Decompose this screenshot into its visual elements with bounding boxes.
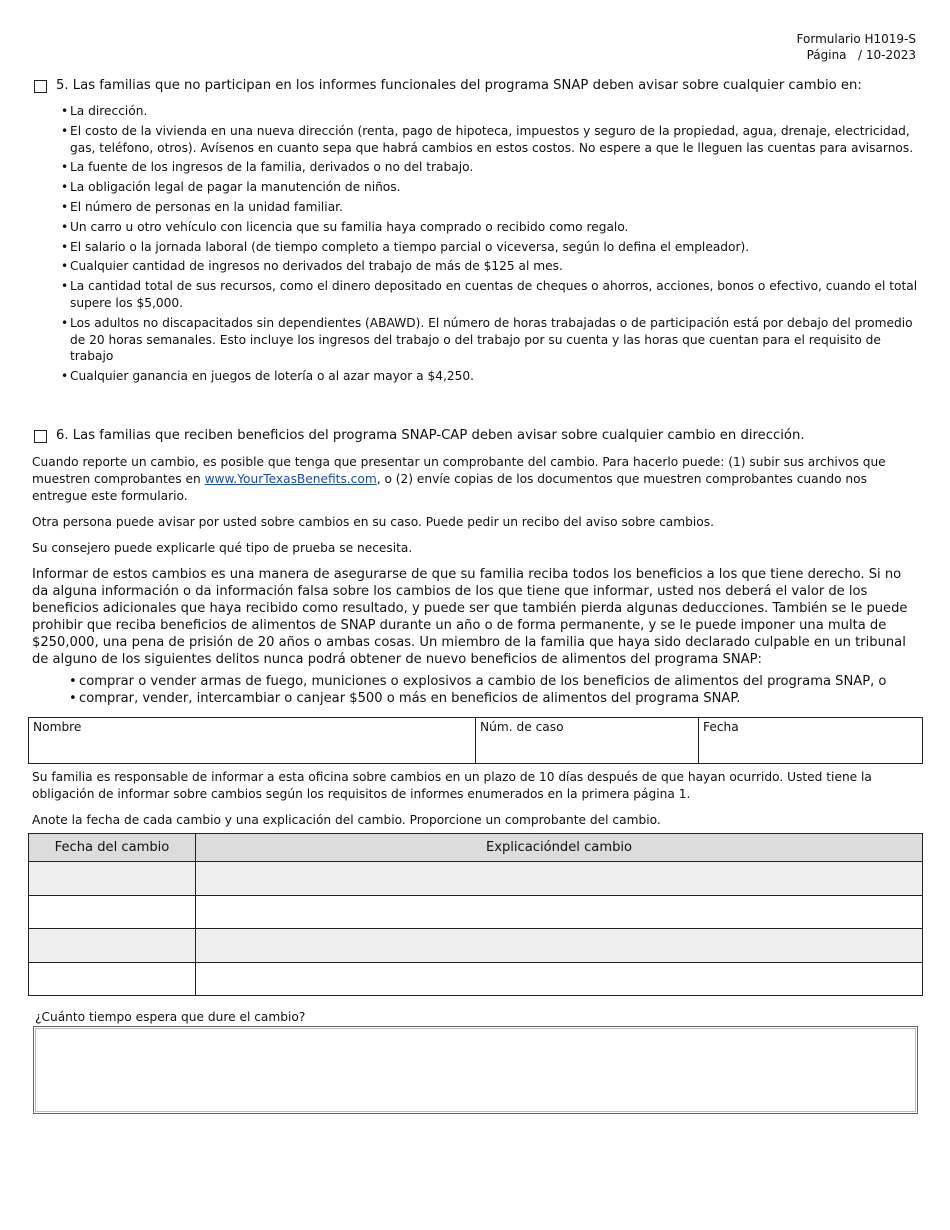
section-5-checkbox[interactable] xyxy=(34,80,47,93)
change-date-cell[interactable] xyxy=(29,962,196,996)
list-item: • Un carro u otro vehículo con licencia que su familia haya comprado o recibido como regalo. xyxy=(61,219,918,236)
change-explanation-cell[interactable] xyxy=(196,862,923,896)
your-texas-benefits-link[interactable]: www.YourTexasBenefits.com xyxy=(204,471,377,486)
paragraph-note: Anote la fecha de cada cambio y una explicación del cambio. Proporcione un comprobante del cambio. xyxy=(32,813,661,827)
column-header-date: Fecha del cambio xyxy=(29,834,196,862)
crimes-list xyxy=(69,673,916,707)
case-number-field[interactable] xyxy=(476,718,699,764)
list-item: • La cantidad total de sus recursos, como el dinero depositado en cuentas de cheques o ahorros, acciones, bonos o efectivo, cuando el total supere los $5,000. xyxy=(61,278,918,312)
section-6 xyxy=(34,427,918,445)
date-label: Fecha xyxy=(703,720,739,734)
proof-paragraph xyxy=(32,454,918,504)
paragraph-responsible: Su familia es responsable de informar a esta oficina sobre cambios en un plazo de 10 días después de que hayan ocurrido. Usted tiene la obligación de informar sobre cambios según los requisitos de informes enumerados en la primera página 1. xyxy=(32,770,872,801)
duration-label: ¿Cuánto tiempo espera que dure el cambio? xyxy=(35,1010,306,1024)
table-row xyxy=(29,895,923,929)
list-item: • El costo de la vivienda en una nueva dirección (renta, pago de hipoteca, impuestos y seguro de la propiedad, agua, drenaje, electricidad, gas, teléfono, otros). Avísenos en cuanto sepa que habrá cambios en estos costos. No espere a que le lleguen las cuentas para avisarnos. xyxy=(61,123,918,157)
list-item: • comprar, vender, intercambiar o canjear $500 o más en beneficios de alimentos del programa SNAP. xyxy=(69,690,916,707)
list-item: • La obligación legal de pagar la manutención de niños. xyxy=(61,179,918,196)
change-explanation-cell[interactable] xyxy=(196,929,923,963)
paragraph-warning: Informar de estos cambios es una manera de asegurarse de que su familia reciba todos los beneficios a los que tiene derecho. Si no da alguna información o da información falsa sobre los cambios de los que tiene que informar, usted nos deberá el valor de los beneficios adicionales que haya recibido como resultado, y puede ser que también pierda algunas deducciones. También se le puede prohibir que reciba beneficios de alimentos de SNAP durante un año o de forma permanente, y se le puede imponer una multa de $250,000, una pena de prisión de 20 años o ambas cosas. Un miembro de la familia que haya sido declarado culpable en un tribunal de alguno de los siguientes delitos nunca podrá obtener de nuevo beneficios de alimentos del programa SNAP: xyxy=(32,567,908,667)
list-item: • comprar o vender armas de fuego, municiones o explosivos a cambio de los beneficios de alimentos del programa SNAP, o xyxy=(69,673,916,690)
changes-table-header xyxy=(29,834,923,862)
list-item: • Cualquier cantidad de ingresos no derivados del trabajo de más de $125 al mes. xyxy=(61,258,918,275)
section-5 xyxy=(34,77,918,388)
table-row xyxy=(29,929,923,963)
proof-text-after: , o (2) envíe copias de los documentos que muestren comprobantes cuando nos entregue este formulario. xyxy=(32,471,867,503)
duration-textarea[interactable] xyxy=(33,1026,918,1114)
proof-text-before: Cuando reporte un cambio, es posible que tenga que presentar un comprobante del cambio. Para hacerlo puede: (1) subir sus archivos que muestren comprobantes en xyxy=(32,455,886,486)
column-header-explanation: Explicacióndel cambio xyxy=(196,834,923,862)
applicant-info-table xyxy=(28,717,923,764)
paragraph-advisor: Su consejero puede explicarle qué tipo de prueba se necesita. xyxy=(32,541,413,555)
list-item: • La dirección. xyxy=(61,103,918,120)
name-field[interactable] xyxy=(29,718,476,764)
section-5-list xyxy=(61,103,918,385)
table-row xyxy=(29,962,923,996)
change-explanation-cell[interactable] xyxy=(196,962,923,996)
section-6-header xyxy=(34,427,918,445)
section-5-title: 5. Las familias que no participan en los informes funcionales del programa SNAP deben avisar sobre cualquier cambio en: xyxy=(56,78,862,93)
page-date: / 10-2023 xyxy=(858,48,916,62)
date-field[interactable] xyxy=(699,718,923,764)
list-item: • Los adultos no discapacitados sin dependientes (ABAWD). El número de horas trabajadas o de participación está por debajo del promedio de 20 horas semanales. Esto incluye los ingresos del trabajo o del trabajo por su cuenta y las horas que cuentan para el requisito de trabajo xyxy=(61,315,918,365)
form-id: Formulario H1019-S xyxy=(796,32,916,46)
change-explanation-cell[interactable] xyxy=(196,895,923,929)
list-item: • Cualquier ganancia en juegos de lotería o al azar mayor a $4,250. xyxy=(61,368,918,385)
changes-table xyxy=(28,833,923,996)
list-item: • La fuente de los ingresos de la familia, derivados o no del trabajo. xyxy=(61,159,918,176)
section-6-title: 6. Las familias que reciben beneficios del programa SNAP-CAP deben avisar sobre cualquier cambio en dirección. xyxy=(56,428,805,443)
list-item: • El salario o la jornada laboral (de tiempo completo a tiempo parcial o viceversa, según lo defina el empleador). xyxy=(61,239,918,256)
case-number-label: Núm. de caso xyxy=(480,720,564,734)
form-header xyxy=(797,31,916,63)
change-date-cell[interactable] xyxy=(29,862,196,896)
section-6-checkbox[interactable] xyxy=(34,430,47,443)
change-date-cell[interactable] xyxy=(29,929,196,963)
list-item: • El número de personas en la unidad familiar. xyxy=(61,199,918,216)
section-5-header xyxy=(34,77,918,95)
crimes-section xyxy=(32,673,916,707)
page-info xyxy=(797,47,916,63)
paragraph-other-person: Otra persona puede avisar por usted sobre cambios en su caso. Puede pedir un recibo del aviso sobre cambios. xyxy=(32,515,714,529)
name-label: Nombre xyxy=(33,720,82,734)
table-row xyxy=(29,862,923,896)
change-date-cell[interactable] xyxy=(29,895,196,929)
page-label: Página xyxy=(806,48,847,62)
